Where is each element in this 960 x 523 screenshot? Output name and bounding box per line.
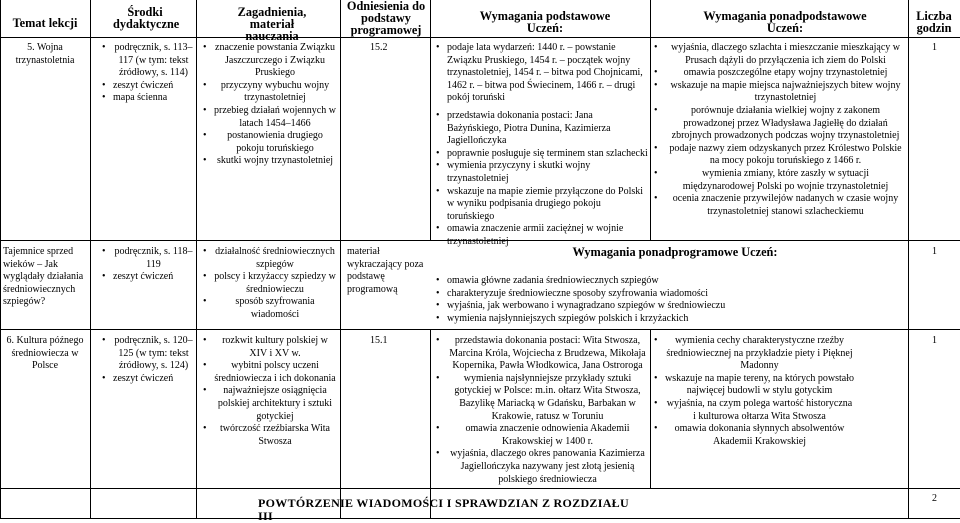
list-item: • omawia znaczenie armii zaciężnej w wojnie trzynastoletniej (436, 223, 648, 248)
list-item: • polscy i krzyżaccy szpiedzy w średniowieczu (203, 271, 336, 296)
footer-liczba-godzin: 2 (932, 493, 937, 504)
list-item: • podręcznik, s. 118–119 (102, 246, 194, 271)
row3-liczba-godzin: 1 (932, 335, 937, 346)
list-item: • przebieg działań wojennych w latach 1454–1466 (203, 105, 336, 130)
row-divider-2 (0, 329, 960, 330)
row2-zagadnienia (203, 246, 336, 322)
row3-odniesienia: 15.1 (370, 335, 388, 346)
list-item: • przedstawia dokonania postaci: Wita Stwosza, Marcina Króla, Wojciecha z Brudzewa, Mikołaja Kopernika, Pawła Włodkowica, Jana Ostroroga (436, 335, 648, 373)
list-item: • wymienia najsłynniejsze przykłady sztuki gotyckiej w Polsce: m.in. ołtarz Wita Stwosza, Bazylikę Mariacką w Gdańsku, Barbakan w Krakowie, ratusz w Toruniu (436, 373, 648, 423)
list-item: • omawia znaczenie odnowienia Akademii Krakowskiej w 1400 r. (436, 423, 648, 448)
row2-wymagania-ponadprogramowe (436, 275, 906, 325)
list-item: • zeszyt ćwiczeń (102, 80, 194, 93)
header-liczba-godzin: Liczba godzin (916, 9, 952, 35)
col-divider-5 (430, 0, 431, 240)
col-divider-3 (196, 0, 197, 519)
col-divider-6b (650, 329, 651, 488)
row1-liczba-godzin: 1 (932, 42, 937, 53)
list-item: • postanowienia drugiego pokoju toruńskiego (203, 130, 336, 155)
list-item: • wyjaśnia, dlaczego szlachta i mieszczanie mieszkający w Prusach dążyli do przyłączenia ich ziem do Polski (654, 42, 906, 67)
list-item: • podręcznik, s. 120–125 (w tym: tekst źródłowy, s. 124) (102, 335, 194, 373)
row3-zagadnienia (203, 335, 336, 448)
list-item: • omawia główne zadania średniowiecznych szpiegów (436, 275, 906, 288)
list-item: • podaje nazwy ziem odzyskanych przez Królestwo Polskie na mocy pokoju toruńskiego z 1466 r. (654, 143, 906, 168)
row2-srodki (102, 246, 194, 284)
row2-liczba-godzin: 1 (932, 246, 937, 257)
row-divider-header (0, 37, 960, 38)
list-item: • porównuje działania wielkiej wojny z zakonem prowadzonej przez Władysława Jagiełłę do działań zbrojnych prowadzonych podczas wojny trzynastoletniej (654, 105, 906, 143)
row3-temat: 6. Kultura późnego średniowiecza w Polsce (6, 335, 84, 372)
col-divider-4 (340, 0, 341, 519)
row2-odniesienia: materiał wykraczający poza podstawę programową (347, 246, 424, 295)
header-srodki: Środki dydaktyczne (113, 5, 180, 31)
list-item: • działalność średniowiecznych szpiegów (203, 246, 336, 271)
list-item: • przedstawia dokonania postaci: Jana Bażyńskiego, Piotra Dunina, Kazimierza Jagiellończyka (436, 110, 648, 148)
row1-wymagania-ponadpodstawowe (654, 42, 906, 218)
list-item: • przyczyny wybuchu wojny trzynastoletniej (203, 80, 336, 105)
list-item: • ocenia znaczenie przywilejów nadanych w czasie wojny trzynastoletniej stanowi szlacheckiemu (654, 193, 906, 218)
list-item: • rozkwit kultury polskiej w XIV i XV w. (203, 335, 336, 360)
row3-srodki (102, 335, 194, 385)
col-divider-1 (0, 0, 1, 519)
footer-title: POWTÓRZENIE WIADOMOŚCI I SPRAWDZIAN Z ROZDZIAŁU III (258, 496, 629, 523)
list-item: • skutki wojny trzynastoletniej (203, 155, 336, 168)
list-item: • podręcznik, s. 113–117 (w tym: tekst źródłowy, s. 114) (102, 42, 194, 80)
row1-temat: 5. Wojna trzynastoletnia (15, 42, 75, 66)
col-divider-2 (90, 0, 91, 519)
row3-wymagania-podstawowe (436, 335, 648, 486)
col-divider-6 (650, 0, 651, 240)
list-item: • podaje lata wydarzeń: 1440 r. – powstanie Związku Pruskiego, 1454 r. – początek wojny trzynastoletniej, 1454 r. – bitwa pod Chojnicami, 1462 r. – bitwa pod Świecinem, 1466 r. – drugi pokój toruński (436, 42, 648, 105)
list-item: • sposób szyfrowania wiadomości (203, 296, 336, 321)
list-item: • wskazuje na mapie tereny, na których powstało najwięcej budowli w stylu gotyckim (654, 373, 854, 398)
list-item: • zeszyt ćwiczeń (102, 271, 194, 284)
col-divider-7 (908, 0, 909, 519)
row2-header-wymagania-ponadprogramowe: Wymagania ponadprogramowe Uczeń: (572, 245, 778, 259)
row2-temat: Tajemnice sprzed wieków – Jak wyglądały działania średniowiecznych szpiegów? (3, 246, 84, 308)
list-item: • wymienia zmiany, które zaszły w sytuacji międzynarodowej Polski po wojnie trzynastoletniej (654, 168, 906, 193)
list-item: • wymienia najsłynniejszych szpiegów polskich i krzyżackich (436, 313, 906, 326)
list-item: • wyjaśnia, na czym polega wartość historyczna i kulturowa ołtarza Wita Stwosza (654, 398, 854, 423)
list-item: • omawia dokonania słynnych absolwentów Akademii Krakowskiej (654, 423, 854, 448)
list-item: • omawia poszczególne etapy wojny trzynastoletniej (654, 67, 906, 80)
header-wymagania-podstawowe: Wymagania podstawowe Uczeń: (479, 9, 611, 35)
row1-srodki (102, 42, 194, 105)
row1-zagadnienia (203, 42, 336, 168)
list-item: • znaczenie powstania Związku Jaszczurczego i Związku Pruskiego (203, 42, 336, 80)
header-wymagania-ponadpodstawowe: Wymagania ponadpodstawowe Uczeń: (703, 9, 867, 35)
row-divider-3 (0, 488, 960, 489)
row1-wymagania-podstawowe (436, 42, 648, 249)
list-item: • wskazuje na mapie miejsca najważniejszych bitew wojny trzynastoletniej (654, 80, 906, 105)
row1-odniesienia: 15.2 (370, 42, 388, 53)
list-item: • charakteryzuje średniowieczne sposoby szyfrowania wiadomości (436, 288, 906, 301)
header-zagadnienia: Zagadnienia, materiał nauczania (237, 5, 307, 43)
header-temat: Temat lekcji (12, 16, 78, 30)
list-item: • mapa ścienna (102, 92, 194, 105)
list-item: • zeszyt ćwiczeń (102, 373, 194, 386)
list-item: • wymienia przyczyny i skutki wojny trzynastoletniej (436, 160, 648, 185)
list-item: • poprawnie posługuje się terminem stan szlachecki (436, 148, 648, 161)
header-odniesienia: Odniesienia do podstawy programowej (346, 0, 426, 37)
list-item: • najważniejsze osiągnięcia polskiej architektury i sztuki gotyckiej (203, 385, 336, 423)
col-divider-5b (430, 329, 431, 519)
list-item: • wybitni polscy uczeni średniowiecza i ich dokonania (203, 360, 336, 385)
row3-wymagania-ponadpodstawowe (654, 335, 854, 448)
list-item: • wyjaśnia, jak werbowano i wynagradzano szpiegów w średniowieczu (436, 300, 906, 313)
list-item: • wymienia cechy charakterystyczne rzeźby średniowiecznej na przykładzie piety i Pięknej Madonny (654, 335, 854, 373)
list-item: • wskazuje na mapie ziemie przyłączone do Polski w wyniku podpisania drugiego pokoju toruńskiego (436, 186, 648, 224)
list-item: • twórczość rzeźbiarska Wita Stwosza (203, 423, 336, 448)
list-item: • wyjaśnia, dlaczego okres panowania Kazimierza Jagiellończyka nazywany jest złotą jesienią polskiego średniowiecza (436, 448, 648, 486)
